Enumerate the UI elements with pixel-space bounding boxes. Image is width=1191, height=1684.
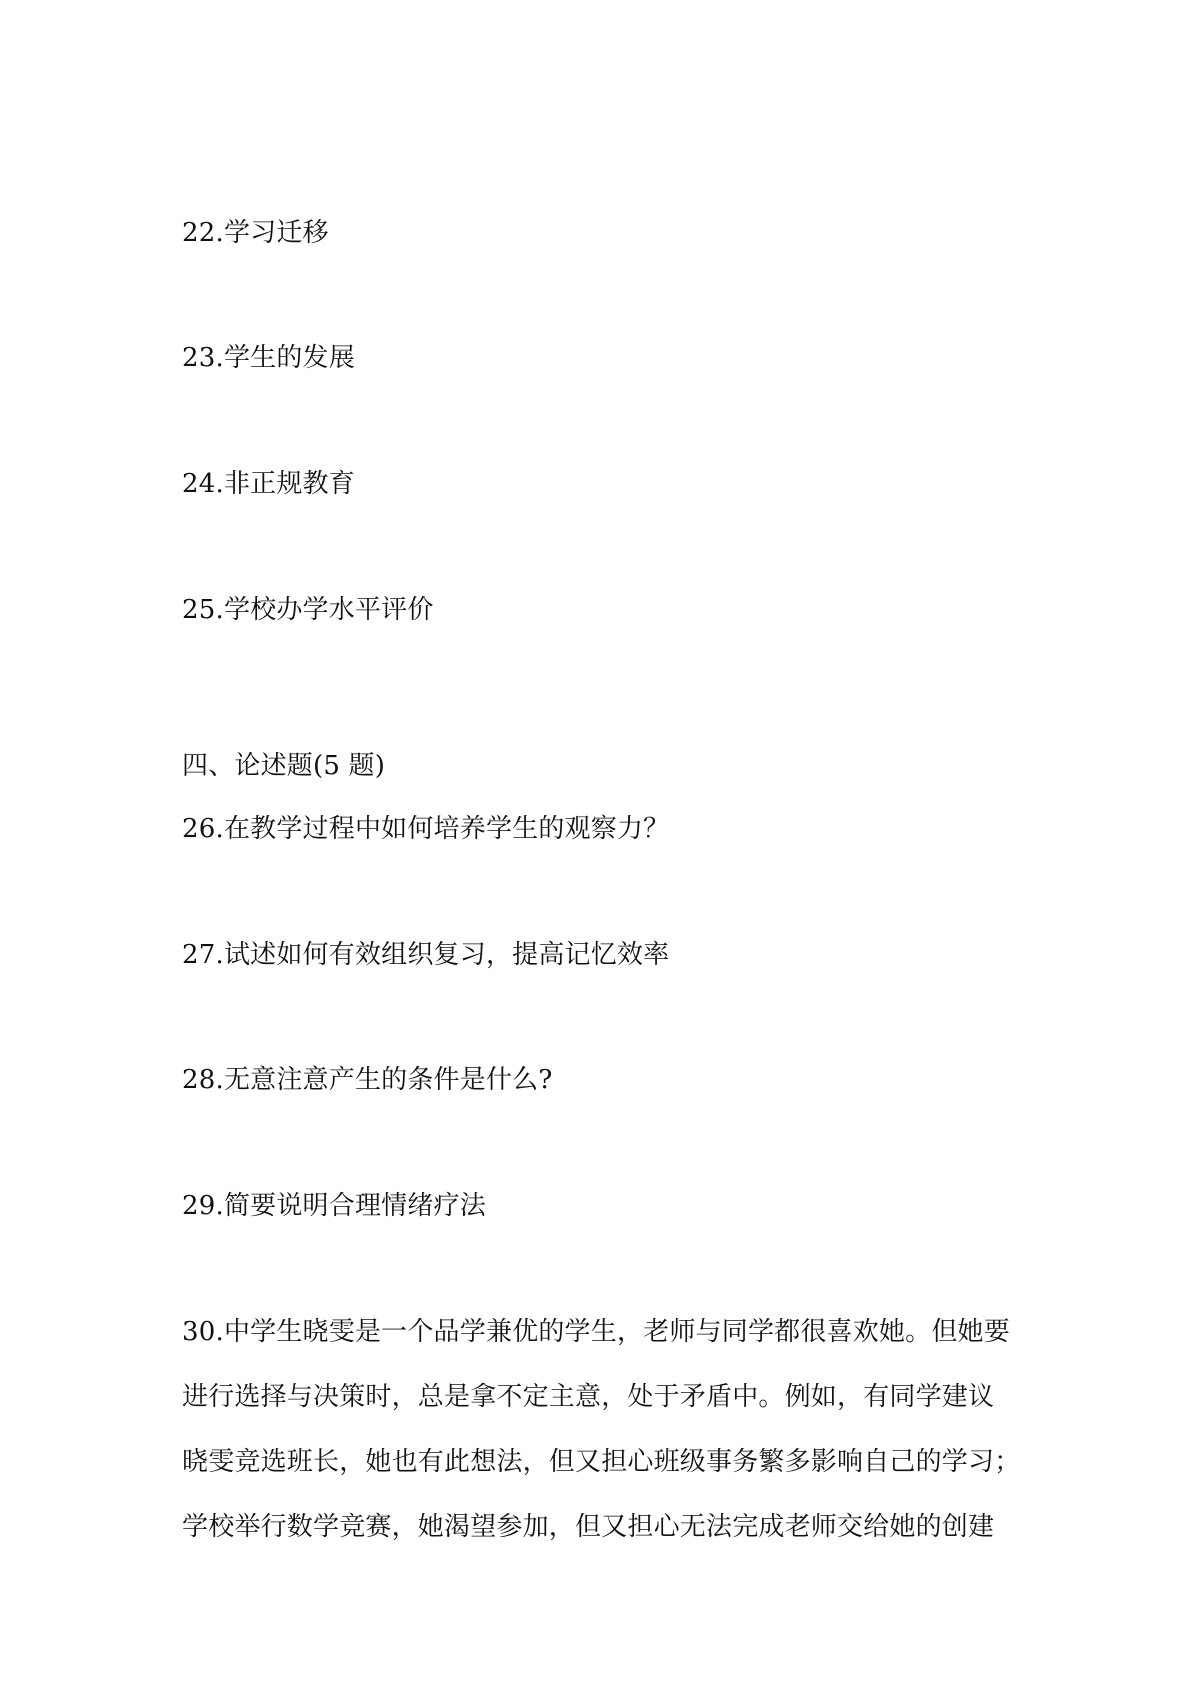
question-30-line: 晓雯竞选班长，她也有此想法，但又担心班级事务繁多影响自己的学习； bbox=[182, 1447, 1021, 1477]
question-30-line: 进行选择与决策时，总是拿不定主意，处于矛盾中。例如，有同学建议 bbox=[182, 1382, 995, 1412]
question-30-line: 学校举行数学竞赛，她渴望参加，但又担心无法完成老师交给她的创建 bbox=[182, 1512, 995, 1542]
question-26: 26.在教学过程中如何培养学生的观察力？ bbox=[182, 814, 670, 844]
question-24: 24.非正规教育 bbox=[182, 469, 355, 499]
question-28: 28.无意注意产生的条件是什么? bbox=[182, 1065, 553, 1095]
question-25: 25.学校办学水平评价 bbox=[182, 595, 434, 625]
question-30-line: 30.中学生晓雯是一个品学兼优的学生，老师与同学都很喜欢她。但她要 bbox=[182, 1317, 1010, 1347]
section-heading-essay: 四、论述题(5 题) bbox=[182, 751, 386, 781]
question-27: 27.试述如何有效组织复习，提高记忆效率 bbox=[182, 940, 670, 970]
question-23: 23.学生的发展 bbox=[182, 343, 355, 373]
question-29: 29.简要说明合理情绪疗法 bbox=[182, 1191, 486, 1221]
question-22: 22.学习迁移 bbox=[182, 218, 329, 248]
